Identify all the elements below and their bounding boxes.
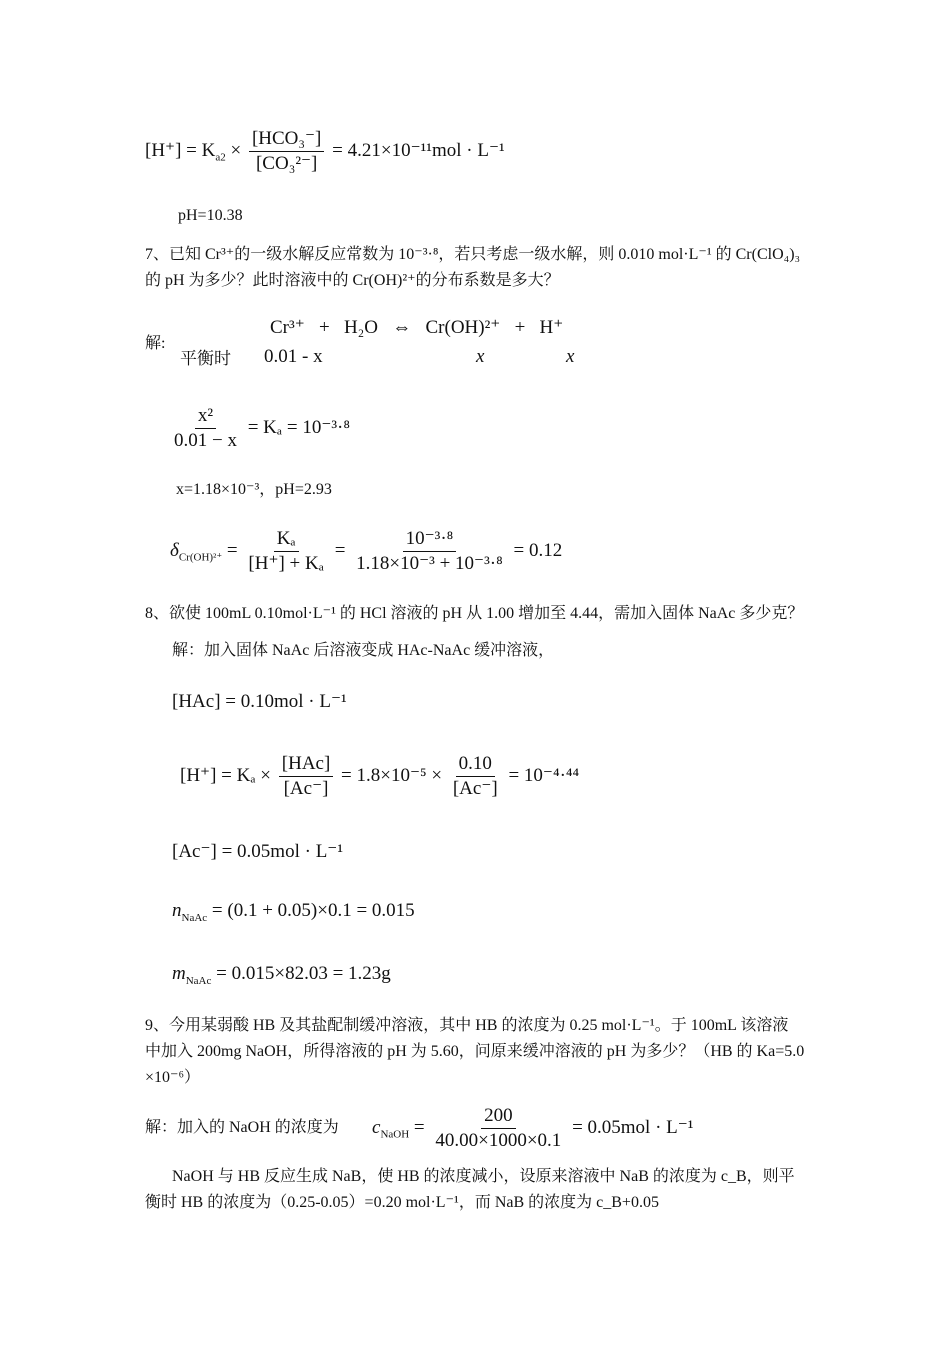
q7-line1: 7、已知 Cr³⁺的一级水解反应常数为 10⁻³·⁸，若只考虑一级水解，则 0.010 mol·L⁻¹ 的 Cr(ClO₄)₃ xyxy=(145,246,801,263)
q8-n-symbol: n xyxy=(172,900,182,921)
q9-eq-c xyxy=(372,1104,694,1153)
q7-ka-num: x² xyxy=(195,404,216,429)
eq-times: × xyxy=(230,139,242,161)
q8-eq-h-mid: = 1.8×10⁻⁵ × xyxy=(341,764,443,786)
q8-eq-h xyxy=(180,752,579,801)
q9-eq-sign: = xyxy=(413,1116,425,1138)
q7-ka-equation xyxy=(168,404,350,453)
q8-eq-hac: [HAc] = 0.10mol · L⁻¹ xyxy=(172,691,347,712)
ph-result-10-38: pH=10.38 xyxy=(178,207,243,224)
q9-solution-label: 解：加入的 NaOH 的浓度为 xyxy=(145,1119,339,1136)
q9-line2: 中加入 200mg NaOH，所得溶液的 pH 为 5.60，问原来缓冲溶液的 pH 为多少？（HB 的 Ka=5.0 xyxy=(145,1043,805,1060)
q8-solution-intro: 解：加入固体 NaAc 后溶液变成 HAc-NaAc 缓冲溶液， xyxy=(172,642,555,659)
q7-reaction: Cr³⁺ + H₂O ⇔ Cr(OH)²⁺ + H⁺ xyxy=(270,317,564,338)
q8-frac-1 xyxy=(279,752,334,801)
q8-n-rhs: = (0.1 + 0.05)×0.1 = 0.015 xyxy=(211,900,415,921)
q9-c-den: 40.00×1000×0.1 xyxy=(435,1130,562,1151)
q9-c-symbol: c xyxy=(372,1116,381,1138)
q7-ka-den: 0.01 − x xyxy=(174,430,237,451)
eq-k-sub: a2 xyxy=(215,151,226,164)
delta-sub: Cr(OH)²⁺ xyxy=(178,551,223,564)
q9-para-line1: NaOH 与 HB 反应生成 NaB，使 HB 的浓度减小，设原来溶液中 NaB 的浓度为 c_B，则平 xyxy=(172,1168,795,1185)
q8-m-sub: NaAc xyxy=(185,974,212,987)
q8-eq-h-rhs: = 10⁻⁴·⁴⁴ xyxy=(508,764,580,786)
q8-eq-m xyxy=(172,963,391,987)
q7-eq-right: x xyxy=(566,346,575,367)
q7-result: x=1.18×10⁻³，pH=2.93 xyxy=(176,481,332,498)
fraction-hco3-co3 xyxy=(249,127,324,176)
delta-rhs: = 0.12 xyxy=(513,539,563,561)
q9-c-sub: NaOH xyxy=(380,1128,410,1141)
frac-den: [CO₃²⁻] xyxy=(255,153,318,174)
q8-frac-1-num: [HAc] xyxy=(279,752,334,777)
q7-equilibrium-label: 平衡时 xyxy=(180,349,231,368)
delta-eq-sign: = xyxy=(226,539,238,561)
q9-c-fraction xyxy=(432,1104,564,1153)
delta-num1: Kₐ xyxy=(274,527,299,552)
q7-eq-mid: x xyxy=(476,346,485,367)
delta-den1: [H⁺] + Kₐ xyxy=(248,553,324,574)
q8-eq-h-lhs: [H⁺] = Kₐ × xyxy=(180,764,272,786)
q8-m-symbol: m xyxy=(172,963,186,984)
q7-ka-rhs: = Kₐ = 10⁻³·⁸ xyxy=(247,416,350,438)
q9-line3: ×10⁻⁶） xyxy=(145,1069,201,1086)
q8-eq-ac: [Ac⁻] = 0.05mol · L⁻¹ xyxy=(172,841,344,862)
q8-question: 8、欲使 100mL 0.10mol·L⁻¹ 的 HCl 溶液的 pH 从 1.00 增加至 4.44，需加入固体 NaAc 多少克？ xyxy=(145,605,804,622)
q8-eq-n xyxy=(172,900,415,924)
delta-fraction-2 xyxy=(353,527,506,576)
q9-line1: 9、今用某弱酸 HB 及其盐配制缓冲溶液，其中 HB 的浓度为 0.25 mol·L⁻¹。于 100mL 该溶液 xyxy=(145,1017,789,1034)
q7-ka-fraction xyxy=(171,404,240,453)
q7-delta-equation xyxy=(170,527,562,576)
q7-jie-label: 解: xyxy=(145,335,166,352)
delta-symbol: δ xyxy=(170,539,179,561)
q8-frac-2 xyxy=(450,752,501,801)
frac-num: [HCO₃⁻] xyxy=(249,127,324,152)
delta-eq-sign-2: = xyxy=(334,539,346,561)
equation-h-ka2 xyxy=(145,127,505,176)
q9-c-num: 200 xyxy=(481,1104,516,1129)
q9-c-rhs: = 0.05mol · L⁻¹ xyxy=(572,1116,694,1138)
q8-frac-2-den: [Ac⁻] xyxy=(452,778,498,799)
delta-num2: 10⁻³·⁸ xyxy=(403,527,457,552)
delta-den2: 1.18×10⁻³ + 10⁻³·⁸ xyxy=(356,553,503,574)
q7-eq-left: 0.01 - x xyxy=(264,346,323,367)
q7-line2: 的 pH 为多少？此时溶液中的 Cr(OH)²⁺的分布系数是多大？ xyxy=(145,272,560,289)
eq-lhs: [H⁺] = K xyxy=(145,139,216,161)
q8-frac-1-den: [Ac⁻] xyxy=(283,778,329,799)
eq-rhs: = 4.21×10⁻¹¹mol · L⁻¹ xyxy=(332,139,505,161)
q8-m-rhs: = 0.015×82.03 = 1.23g xyxy=(216,963,391,984)
q9-para-line2: 衡时 HB 的浓度为（0.25-0.05）=0.20 mol·L⁻¹，而 NaB 的浓度为 c_B+0.05 xyxy=(145,1194,659,1211)
q8-n-sub: NaAc xyxy=(181,911,208,924)
delta-fraction-1 xyxy=(245,527,327,576)
q8-frac-2-num: 0.10 xyxy=(456,752,495,777)
